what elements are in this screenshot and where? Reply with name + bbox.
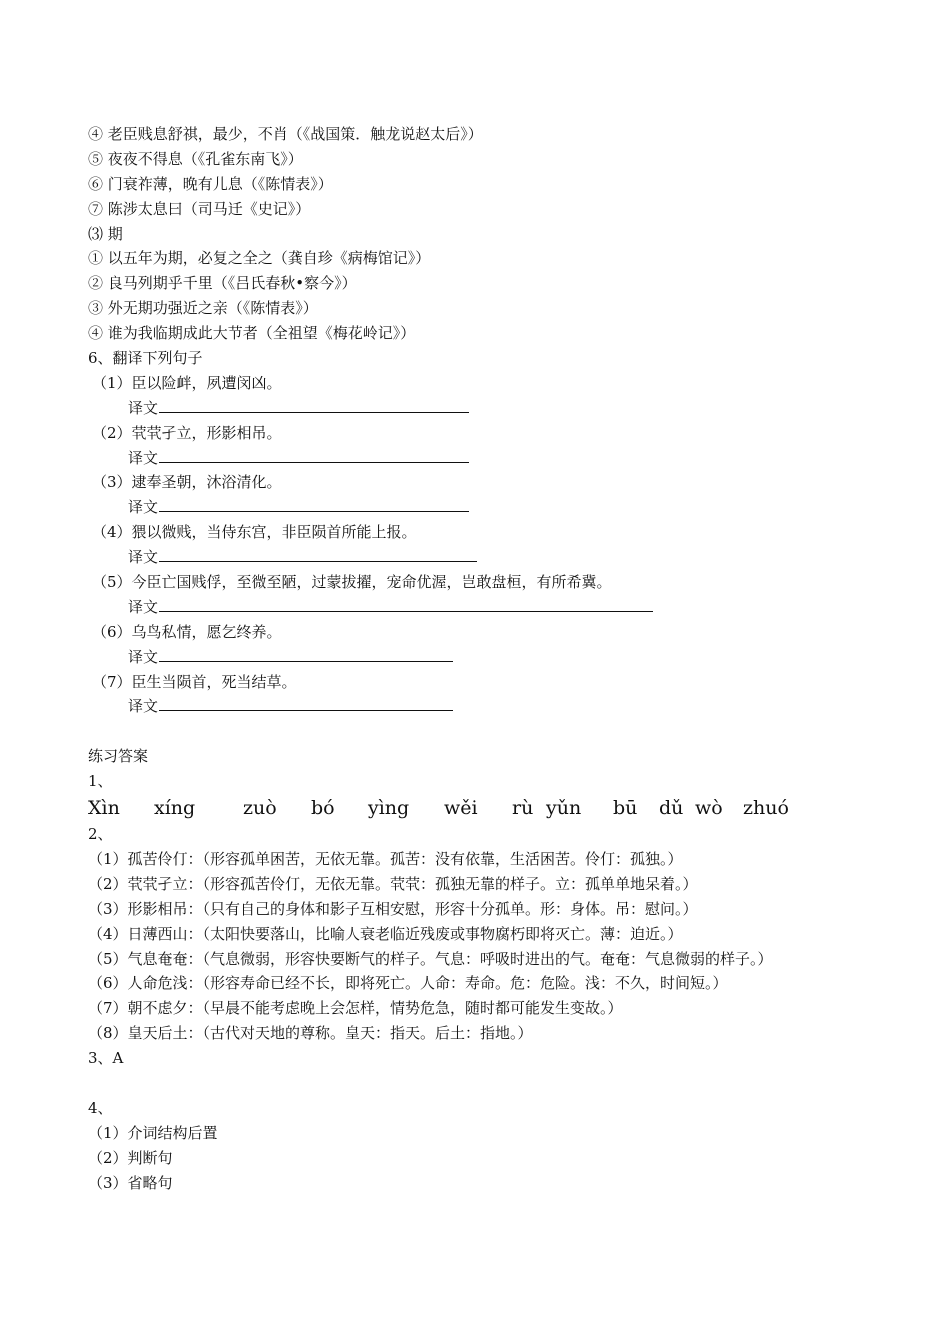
- answer-item: （3）省略句: [88, 1173, 173, 1192]
- answer-blank-line[interactable]: [159, 596, 653, 612]
- answer-item: （6）人命危浅：（形容寿命已经不长，即将死亡。人命：寿命。危：危险。浅：不久，时间短。）: [88, 974, 728, 993]
- translation-label: 译文: [128, 498, 159, 517]
- translate-sentence: （5）今臣亡国贱俘，至微至陋，过蒙拔擢，宠命优渥，岂敢盘桓，有所希冀。: [92, 573, 612, 592]
- answer-item: （1）孤苦伶仃：（形容孤单困苦，无依无靠。孤苦：没有依靠，生活困苦。伶仃：孤独。）: [88, 849, 683, 868]
- translation-label: 译文: [128, 448, 159, 467]
- pinyin-item: wěi: [444, 797, 478, 820]
- pinyin-item: zhuó: [743, 797, 789, 820]
- translation-answer-row: [88, 495, 888, 520]
- answer-blank-line[interactable]: [159, 447, 469, 463]
- answer-blank-line[interactable]: [159, 397, 469, 413]
- answer-3: 3、A: [88, 1049, 124, 1068]
- translation-answer-row: [88, 446, 888, 471]
- translation-answer-row: [88, 545, 888, 570]
- answer-item: （3）形影相吊：（只有自己的身体和影子互相安慰，形容十分孤单。形：身体。吊：慰问。）: [88, 899, 698, 918]
- spacer: [88, 1071, 888, 1096]
- list-item: ④ 谁为我临期成此大节者（全祖望《梅花岭记》）: [88, 324, 416, 343]
- pinyin-item: dǔ: [659, 797, 684, 820]
- pinyin-item: zuò: [243, 797, 277, 820]
- pinyin-item: wò: [695, 797, 723, 820]
- translation-label: 译文: [128, 398, 159, 417]
- list-item: ① 以五年为期，必复之全之（龚自珍《病梅馆记》）: [88, 249, 431, 268]
- translation-label: 译文: [128, 548, 159, 567]
- answer-item: （2）判断句: [88, 1148, 173, 1167]
- translation-label: 译文: [128, 697, 159, 716]
- answer-item: （4）日薄西山：（太阳快要落山，比喻人衰老临近残废或事物腐朽即将灭亡。薄：迫近。）: [88, 924, 683, 943]
- pinyin-item: yǔn: [546, 797, 582, 820]
- translate-sentence: （2）茕茕孑立，形影相吊。: [92, 423, 282, 442]
- list-item: ④ 老臣贱息舒祺，最少，不肖（《战国策．触龙说赵太后》）: [88, 125, 483, 143]
- list-item: ⑦ 陈涉太息曰（司马迁《史记》）: [88, 199, 311, 218]
- answer-blank-line[interactable]: [159, 546, 477, 562]
- pinyin-item: yìng: [368, 797, 410, 820]
- list-item: ⑤ 夜夜不得息（《孔雀东南飞》）: [88, 149, 303, 168]
- translation-answer-row: [88, 645, 888, 670]
- translation-answer-row: [88, 694, 888, 719]
- translation-label: 译文: [128, 647, 159, 666]
- translate-sentence: （7）臣生当陨首，死当结草。: [92, 672, 297, 691]
- answer-blank-line[interactable]: [159, 646, 453, 662]
- answer-item: （5）气息奄奄：（气息微弱，形容快要断气的样子。气息：呼吸时进出的气。奄奄：气息微弱的样子。）: [88, 949, 773, 968]
- answer-2-label: 2、: [88, 825, 113, 844]
- answer-item: （2）茕茕孑立：（形容孤苦伶仃，无依无靠。茕茕：孤独无靠的样子。立：孤单单地呆着。）: [88, 874, 698, 893]
- list-item: ② 良马列期乎千里（《吕氏春秋•察今》）: [88, 274, 357, 293]
- translation-answer-row: [88, 595, 888, 620]
- answers-heading: 练习答案: [88, 747, 149, 766]
- translate-sentence: （3）逮奉圣朝，沐浴清化。: [92, 473, 282, 492]
- pinyin-item: Xìn: [88, 797, 120, 820]
- document-page: [88, 122, 888, 1195]
- answer-blank-line[interactable]: [159, 695, 453, 711]
- translate-sentence: （4）猥以微贱，当侍东宫，非臣陨首所能上报。: [92, 523, 417, 542]
- answer-item: （8）皇天后土：（古代对天地的尊称。皇天：指天。后土：指地。）: [88, 1024, 533, 1043]
- answer-1-label: 1、: [88, 772, 113, 791]
- list-item: ③ 外无期功强近之亲（《陈情表》）: [88, 299, 318, 318]
- answer-4-label: 4、: [88, 1098, 113, 1117]
- answer-item: （7）朝不虑夕：（早晨不能考虑晚上会怎样，情势危急，随时都可能发生变故。）: [88, 999, 623, 1018]
- pinyin-item: xíng: [154, 797, 196, 820]
- answer-blank-line[interactable]: [159, 496, 469, 512]
- pinyin-item: bū: [613, 797, 638, 820]
- translation-answer-row: [88, 396, 888, 421]
- section-heading-qi: ⑶ 期: [88, 224, 123, 243]
- pinyin-row: [88, 794, 888, 822]
- translate-sentence: （6）乌鸟私情，愿乞终养。: [92, 622, 282, 641]
- answer-item: （1）介词结构后置: [88, 1123, 218, 1142]
- list-item: ⑥ 门衰祚薄，晚有儿息（《陈情表》）: [88, 174, 333, 193]
- spacer: [88, 719, 888, 744]
- translation-label: 译文: [128, 597, 159, 616]
- question-6-heading: 6、翻译下列句子: [88, 349, 203, 368]
- pinyin-item: bó: [311, 797, 335, 820]
- pinyin-item: rù: [512, 797, 534, 820]
- translate-sentence: （1）臣以险衅，夙遭闵凶。: [92, 373, 282, 392]
